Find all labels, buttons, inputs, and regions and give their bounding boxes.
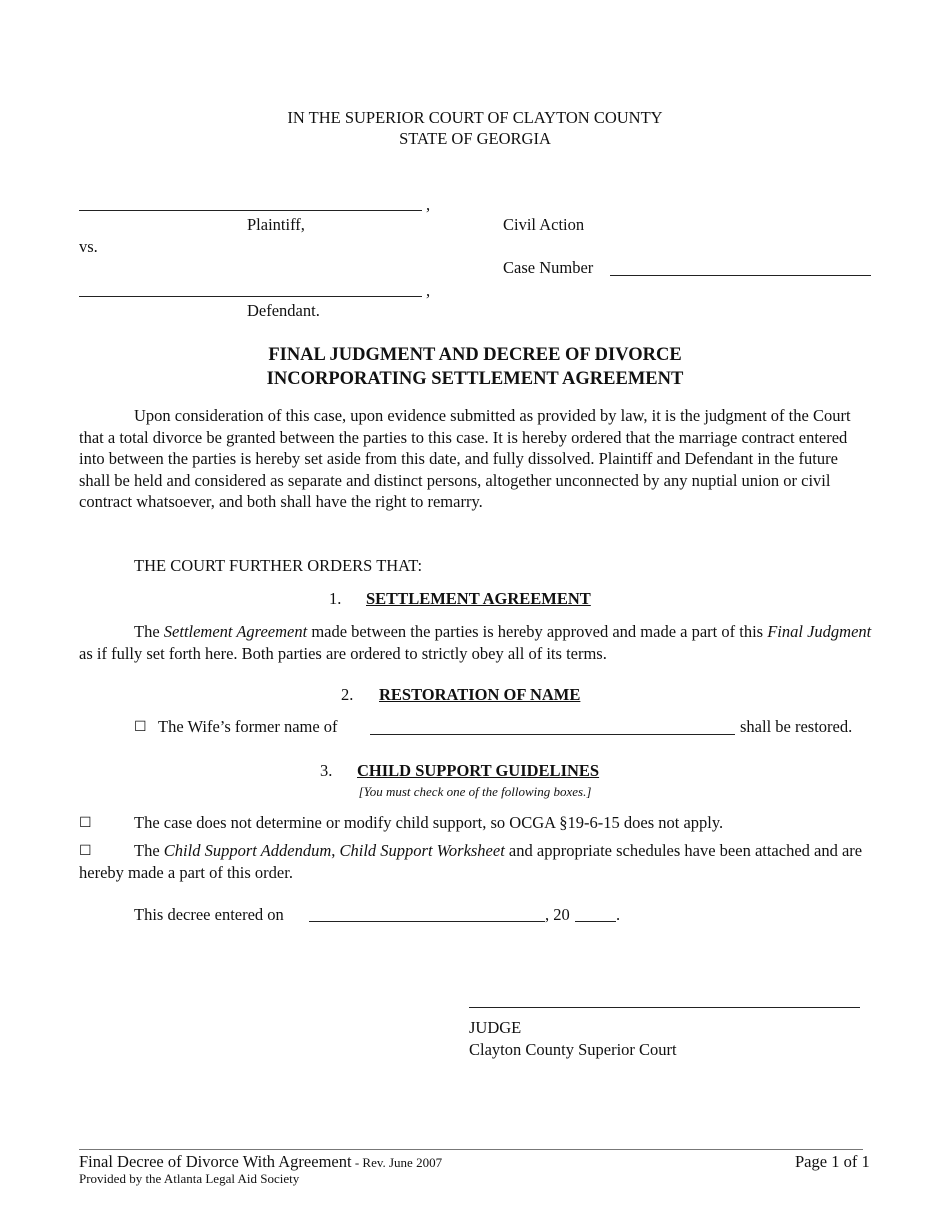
child-support-option2-checkbox[interactable]: ☐	[79, 843, 92, 859]
s1-text-c: made between the parties is hereby approved and made a part of this	[307, 622, 768, 641]
decree-entered-label: This decree entered on	[134, 905, 284, 924]
section-1-number: 1.	[329, 589, 342, 608]
decree-date-line[interactable]	[309, 921, 545, 922]
plaintiff-comma: ,	[426, 195, 431, 214]
section-3-number: 3.	[320, 761, 333, 780]
defendant-name-line[interactable]	[79, 296, 422, 297]
defendant-label: Defendant.	[247, 301, 320, 320]
vs-label: vs.	[79, 237, 98, 256]
further-orders-label: THE COURT FURTHER ORDERS THAT:	[134, 556, 423, 575]
form-revision-text: - Rev. June 2007	[351, 1155, 443, 1170]
civil-action-label: Civil Action	[503, 215, 585, 234]
restore-name-checkbox[interactable]: ☐	[134, 719, 147, 735]
opt2-text-a: The	[134, 841, 164, 860]
form-name-text: Final Decree of Divorce With Agreement	[79, 1152, 352, 1171]
footer-provider: Provided by the Atlanta Legal Aid Society	[79, 1171, 300, 1186]
section-1-paragraph	[79, 621, 873, 664]
court-name: IN THE SUPERIOR COURT OF CLAYTON COUNTY	[287, 108, 663, 127]
section-3-note: [You must check one of the following boxes.]	[358, 784, 592, 799]
judge-signature-line[interactable]	[469, 1007, 860, 1008]
plaintiff-name-line[interactable]	[79, 210, 422, 211]
opt2-text-c: ,	[331, 841, 340, 860]
document-title-line1: FINAL JUDGMENT AND DECREE OF DIVORCE	[268, 345, 682, 365]
child-support-option1-checkbox[interactable]: ☐	[79, 815, 92, 831]
s1-text-a: The	[134, 622, 164, 641]
plaintiff-label: Plaintiff,	[247, 215, 305, 234]
child-support-worksheet-term: Child Support Worksheet	[339, 841, 505, 860]
decree-year-prefix: , 20	[545, 905, 570, 924]
restored-label: shall be restored.	[740, 717, 853, 736]
judge-court: Clayton County Superior Court	[469, 1040, 677, 1059]
former-name-line[interactable]	[370, 734, 735, 735]
child-support-option2-paragraph	[79, 840, 873, 883]
section-2-number: 2.	[341, 685, 354, 704]
decree-year-line[interactable]	[575, 921, 616, 922]
s1-settlement-agreement-term: Settlement Agreement	[163, 622, 308, 641]
opt2-text-e: and appropriate schedules have been attached and are hereby made a part of this order.	[79, 841, 863, 882]
child-support-option1-text: The case does not determine or modify child support, so OCGA §19-6-15 does not apply.	[134, 813, 724, 832]
section-1-heading: SETTLEMENT AGREEMENT	[366, 589, 591, 608]
decree-period: .	[616, 905, 621, 924]
footer-divider	[79, 1149, 863, 1150]
section-3-heading: CHILD SUPPORT GUIDELINES	[357, 761, 600, 780]
former-name-label: The Wife’s former name of	[158, 717, 338, 736]
intro-text: Upon consideration of this case, upon evidence submitted as provided by law, it is the judgment of the Court that a total divorce be granted between the parties to this case. It is hereby ordered that the marriage contract entered into between the parties is hereby set aside from this date, and fully dissolved. Plaintiff and Defendant in the future shall be held and considered as separate and distinct persons, altogether unconnected by any nuptial union or civil contract whatsoever, and both shall have the right to remarry.	[79, 406, 851, 511]
child-support-addendum-term: Child Support Addendum	[163, 841, 332, 860]
section-2-heading: RESTORATION OF NAME	[379, 685, 581, 704]
case-number-label: Case Number	[503, 258, 594, 277]
s1-final-judgment-term: Final Judgment	[767, 622, 872, 641]
footer-form-name	[79, 1152, 442, 1172]
defendant-comma: ,	[426, 281, 431, 300]
judge-title: JUDGE	[469, 1018, 522, 1037]
s1-text-e: as if fully set forth here. Both parties are ordered to strictly obey all of its terms.	[79, 643, 607, 663]
footer-page-number: Page 1 of 1	[795, 1152, 870, 1171]
document-title-line2: INCORPORATING SETTLEMENT AGREEMENT	[266, 369, 684, 389]
intro-paragraph	[79, 405, 873, 513]
state-name: STATE OF GEORGIA	[399, 129, 551, 148]
case-number-line[interactable]	[610, 275, 871, 276]
